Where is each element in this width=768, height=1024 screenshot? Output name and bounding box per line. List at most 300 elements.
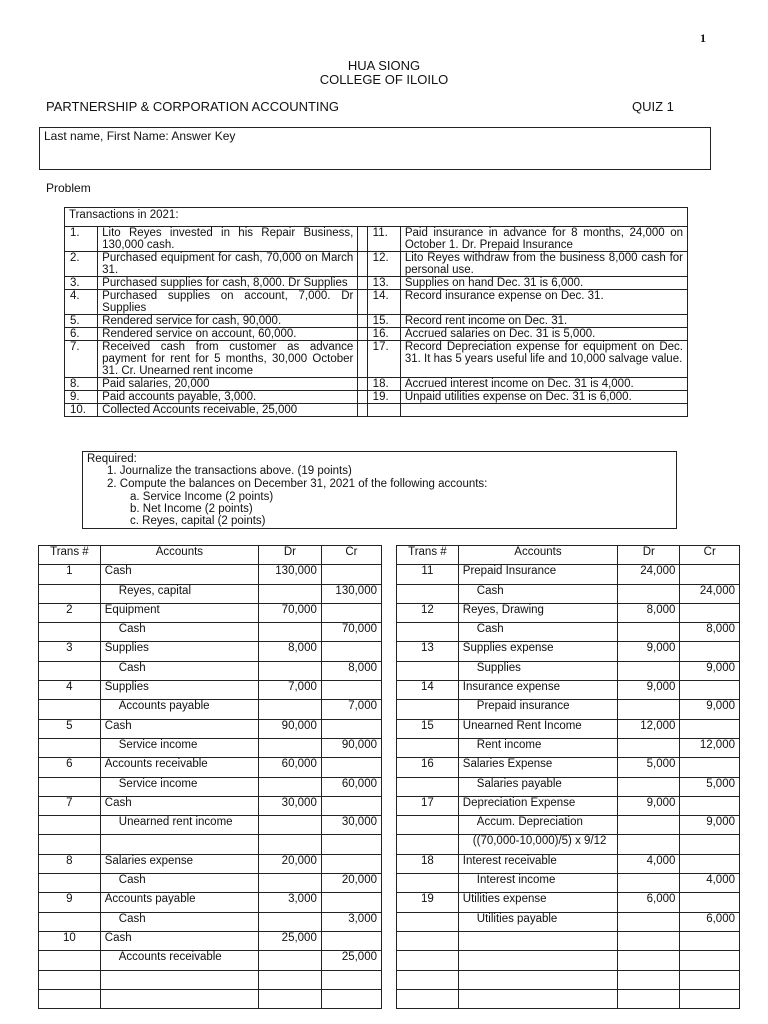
spacer-cell: [358, 328, 367, 341]
journal-debit: [618, 816, 680, 835]
journal-debit: 3,000: [259, 893, 322, 912]
journal-credit: [680, 931, 740, 950]
journal-credit: [680, 642, 740, 661]
transaction-row: [65, 252, 688, 277]
journal-credit: [680, 854, 740, 873]
journal-row: [39, 931, 382, 950]
journal-credit: 8,000: [680, 623, 740, 642]
journal-debit: [259, 951, 322, 970]
journal-debit: 12,000: [618, 719, 680, 738]
transaction-row: [65, 315, 688, 328]
journal-account: [100, 835, 258, 854]
journal-account: ((70,000-10,000)/5) x 9/12: [458, 835, 617, 854]
journal-credit: [321, 970, 381, 989]
journal-row: [397, 584, 740, 603]
journal-account: Interest income: [458, 874, 617, 893]
journal-credit: [680, 719, 740, 738]
journal-credit: 130,000: [321, 584, 381, 603]
journal-account: Supplies: [100, 642, 258, 661]
journal-row: [397, 623, 740, 642]
journal-trans-number: [39, 970, 101, 989]
journal-account: Utilities payable: [458, 912, 617, 931]
transaction-row: [65, 227, 688, 252]
journal-trans-number: 3: [39, 642, 101, 661]
transaction-text: Received cash from customer as advance payment for rent for 5 months, 30,000 October 31. Cr. Unearned rent income: [98, 341, 358, 378]
transaction-row: [65, 328, 688, 341]
journal-debit: [259, 661, 322, 680]
transaction-text: Lito Reyes withdraw from the business 8,000 cash for personal use.: [400, 252, 687, 277]
journal-row: [39, 700, 382, 719]
journal-row: [39, 874, 382, 893]
journal-trans-number: 6: [39, 758, 101, 777]
journal-trans-number: [397, 700, 459, 719]
journal-trans-number: [39, 700, 101, 719]
journal-debit: 5,000: [618, 758, 680, 777]
journal-trans-number: 15: [397, 719, 459, 738]
journal-trans-number: [397, 931, 459, 950]
journal-header-row: [39, 546, 382, 565]
journal-row: [397, 912, 740, 931]
journal-trans-number: [39, 835, 101, 854]
journal-credit: [680, 565, 740, 584]
journal-account: [100, 989, 258, 1008]
transaction-number: 12.: [367, 252, 400, 277]
journal-debit: [259, 989, 322, 1008]
journal-row: [397, 681, 740, 700]
spacer-cell: [358, 315, 367, 328]
journal-row: [397, 738, 740, 757]
journal-credit: 4,000: [680, 874, 740, 893]
journal-table-right: [396, 545, 740, 1009]
transaction-row: [65, 341, 688, 378]
transaction-row: [65, 290, 688, 315]
journal-credit: [321, 893, 381, 912]
journal-debit: 6,000: [618, 893, 680, 912]
journal-row: [397, 719, 740, 738]
transactions-title: Transactions in 2021:: [65, 208, 688, 227]
journal-row: [39, 584, 382, 603]
journal-credit: [680, 681, 740, 700]
journal-credit: [680, 758, 740, 777]
journal-account: Cash: [458, 584, 617, 603]
journal-row: [397, 777, 740, 796]
journal-account: Cash: [100, 623, 258, 642]
journal-account: Accounts receivable: [100, 758, 258, 777]
journal-row: [39, 854, 382, 873]
journal-trans-number: [39, 584, 101, 603]
transaction-number: 19.: [367, 391, 400, 404]
transaction-row: [65, 404, 688, 417]
journal-debit: [618, 738, 680, 757]
transaction-text: Purchased supplies on account, 7,000. Dr Supplies: [98, 290, 358, 315]
journal-credit: 30,000: [321, 816, 381, 835]
journal-row: [397, 758, 740, 777]
journal-trans-number: [397, 584, 459, 603]
journal-account: Cash: [100, 796, 258, 815]
transaction-text: Rendered service for cash, 90,000.: [98, 315, 358, 328]
school-name: HUA SIONG: [347, 58, 421, 73]
journal-debit: 30,000: [259, 796, 322, 815]
journal-row: [39, 970, 382, 989]
journal-trans-number: 2: [39, 603, 101, 622]
journal-trans-number: [39, 989, 101, 1008]
journal-credit: [680, 951, 740, 970]
journal-debit: [618, 777, 680, 796]
journal-account: Cash: [100, 931, 258, 950]
journal-credit: [680, 835, 740, 854]
journal-credit: [680, 989, 740, 1008]
journal-trans-number: [39, 623, 101, 642]
required-item-1: 1. Journalize the transactions above. (19 points): [107, 465, 352, 477]
journal-trans-number: 8: [39, 854, 101, 873]
journal-row: [397, 931, 740, 950]
journal-debit: [259, 835, 322, 854]
transaction-text: Rendered service on account, 60,000.: [98, 328, 358, 341]
journal-row: [397, 603, 740, 622]
transaction-text: Supplies on hand Dec. 31 is 6,000.: [400, 277, 687, 290]
journal-account: Cash: [100, 874, 258, 893]
journal-debit: 25,000: [259, 931, 322, 950]
journal-debit: [618, 623, 680, 642]
journal-trans-number: [397, 816, 459, 835]
journal-trans-number: [397, 989, 459, 1008]
journal-account: Depreciation Expense: [458, 796, 617, 815]
journal-debit: [618, 970, 680, 989]
transaction-text: [400, 404, 687, 417]
journal-credit: 20,000: [321, 874, 381, 893]
journal-credit: [321, 642, 381, 661]
journal-row: [39, 893, 382, 912]
journal-row: [39, 796, 382, 815]
journal-row: [39, 623, 382, 642]
journal-account: Accounts payable: [100, 700, 258, 719]
header-dr: Dr: [618, 546, 680, 565]
journal-row: [397, 874, 740, 893]
journal-row: [39, 738, 382, 757]
journal-credit: [321, 796, 381, 815]
journal-row: [39, 835, 382, 854]
journal-trans-number: [397, 874, 459, 893]
journal-credit: [321, 931, 381, 950]
journal-credit: 12,000: [680, 738, 740, 757]
journal-credit: 9,000: [680, 700, 740, 719]
journal-debit: [618, 661, 680, 680]
spacer-cell: [358, 341, 367, 378]
spacer-cell: [358, 277, 367, 290]
journal-trans-number: [39, 661, 101, 680]
journal-credit: 60,000: [321, 777, 381, 796]
journal-debit: [259, 970, 322, 989]
journal-debit: 8,000: [618, 603, 680, 622]
journal-account: Supplies expense: [458, 642, 617, 661]
journal-credit: 3,000: [321, 912, 381, 931]
journal-account: [458, 970, 617, 989]
journal-row: [397, 835, 740, 854]
spacer-cell: [358, 252, 367, 277]
journal-account: Utilities expense: [458, 893, 617, 912]
journal-credit: [321, 989, 381, 1008]
spacer-cell: [358, 404, 367, 417]
journal-row: [39, 719, 382, 738]
journal-account: Service income: [100, 738, 258, 757]
journal-trans-number: [397, 661, 459, 680]
header-accounts: Accounts: [458, 546, 617, 565]
journal-credit: 9,000: [680, 816, 740, 835]
journal-account: Cash: [100, 565, 258, 584]
journal-account: [458, 989, 617, 1008]
journal-row: [397, 893, 740, 912]
journal-trans-number: 18: [397, 854, 459, 873]
journal-debit: [259, 816, 322, 835]
journal-account: [458, 931, 617, 950]
journal-account: Prepaid Insurance: [458, 565, 617, 584]
journal-account: Accum. Depreciation: [458, 816, 617, 835]
journal-credit: [680, 893, 740, 912]
journal-debit: [259, 874, 322, 893]
journal-debit: 9,000: [618, 642, 680, 661]
journal-row: [397, 700, 740, 719]
journal-debit: [618, 931, 680, 950]
required-item-2: 2. Compute the balances on December 31, 2021 of the following accounts:: [107, 478, 488, 490]
journal-debit: [259, 584, 322, 603]
journal-debit: [618, 912, 680, 931]
journal-credit: [321, 681, 381, 700]
transaction-text: Purchased equipment for cash, 70,000 on March 31.: [98, 252, 358, 277]
journal-credit: [321, 854, 381, 873]
journal-credit: 7,000: [321, 700, 381, 719]
page-number: 1: [700, 31, 706, 45]
journal-header-row: [397, 546, 740, 565]
journal-trans-number: [397, 951, 459, 970]
transaction-number: 9.: [65, 391, 98, 404]
required-sub-a: a. Service Income (2 points): [130, 491, 274, 503]
journal-credit: [680, 796, 740, 815]
journal-trans-number: 9: [39, 893, 101, 912]
transaction-number: 1.: [65, 227, 98, 252]
transaction-text: Record rent income on Dec. 31.: [400, 315, 687, 328]
journal-table-left: [38, 545, 382, 1009]
header-cr: Cr: [321, 546, 381, 565]
journal-row: [397, 970, 740, 989]
required-box: [82, 451, 677, 529]
spacer-cell: [358, 378, 367, 391]
journal-trans-number: [39, 816, 101, 835]
problem-label: Problem: [46, 181, 91, 195]
transaction-text: Paid salaries, 20,000: [98, 378, 358, 391]
transaction-number: 4.: [65, 290, 98, 315]
journal-credit: [680, 970, 740, 989]
journal-account: Salaries payable: [458, 777, 617, 796]
journal-account: Cash: [458, 623, 617, 642]
transaction-number: 5.: [65, 315, 98, 328]
journal-credit: 5,000: [680, 777, 740, 796]
journal-account: Salaries Expense: [458, 758, 617, 777]
journal-trans-number: [397, 835, 459, 854]
header-accounts: Accounts: [100, 546, 258, 565]
journal-account: Cash: [100, 912, 258, 931]
journal-trans-number: 5: [39, 719, 101, 738]
journal-debit: [259, 912, 322, 931]
journal-debit: 24,000: [618, 565, 680, 584]
transaction-number: 16.: [367, 328, 400, 341]
journal-row: [397, 661, 740, 680]
journal-credit: 6,000: [680, 912, 740, 931]
journal-account: Accounts receivable: [100, 951, 258, 970]
journal-credit: [321, 758, 381, 777]
transaction-text: Record Depreciation expense for equipment on Dec. 31. It has 5 years useful life and 10,000 salvage value.: [400, 341, 687, 378]
transaction-text: Purchased supplies for cash, 8,000. Dr Supplies: [98, 277, 358, 290]
transaction-number: 15.: [367, 315, 400, 328]
journal-trans-number: [397, 912, 459, 931]
journal-debit: [259, 738, 322, 757]
journal-trans-number: 19: [397, 893, 459, 912]
journal-trans-number: [39, 874, 101, 893]
journal-trans-number: [397, 777, 459, 796]
journal-account: Unearned rent income: [100, 816, 258, 835]
journal-trans-number: 7: [39, 796, 101, 815]
journal-debit: 9,000: [618, 796, 680, 815]
journal-debit: [618, 584, 680, 603]
journal-trans-number: 11: [397, 565, 459, 584]
journal-trans-number: 16: [397, 758, 459, 777]
journal-account: Cash: [100, 719, 258, 738]
journal-account: Unearned Rent Income: [458, 719, 617, 738]
journal-debit: [259, 700, 322, 719]
journal-row: [397, 951, 740, 970]
journal-debit: [259, 777, 322, 796]
journal-row: [397, 796, 740, 815]
journal-account: Accounts payable: [100, 893, 258, 912]
journal-account: [100, 970, 258, 989]
journal-debit: 60,000: [259, 758, 322, 777]
journal-trans-number: [39, 777, 101, 796]
journal-credit: [680, 603, 740, 622]
transaction-number: [367, 404, 400, 417]
journal-credit: 9,000: [680, 661, 740, 680]
required-sub-c: c. Reyes, capital (2 points): [130, 515, 266, 527]
journal-account: Rent income: [458, 738, 617, 757]
journal-trans-number: [39, 738, 101, 757]
journal-account: Interest receivable: [458, 854, 617, 873]
journal-debit: 7,000: [259, 681, 322, 700]
journal-row: [39, 661, 382, 680]
journal-credit: [321, 719, 381, 738]
header-trans: Trans #: [39, 546, 101, 565]
transaction-row: [65, 391, 688, 404]
journal-debit: [259, 623, 322, 642]
transaction-text: Paid accounts payable, 3,000.: [98, 391, 358, 404]
required-sub-b: b. Net Income (2 points): [130, 503, 253, 515]
journal-debit: 90,000: [259, 719, 322, 738]
journal-trans-number: [39, 912, 101, 931]
transaction-text: Accrued salaries on Dec. 31 is 5,000.: [400, 328, 687, 341]
journal-credit: [321, 565, 381, 584]
journal-account: Supplies: [100, 681, 258, 700]
journal-trans-number: 17: [397, 796, 459, 815]
journal-row: [397, 989, 740, 1008]
transaction-text: Lito Reyes invested in his Repair Business, 130,000 cash.: [98, 227, 358, 252]
journal-row: [397, 854, 740, 873]
required-title: Required:: [87, 453, 137, 465]
journal-debit: [618, 951, 680, 970]
name-box: [39, 127, 711, 170]
transaction-text: Accrued interest income on Dec. 31 is 4,000.: [400, 378, 687, 391]
journal-row: [397, 816, 740, 835]
journal-debit: 4,000: [618, 854, 680, 873]
journal-debit: 9,000: [618, 681, 680, 700]
course-title: PARTNERSHIP & CORPORATION ACCOUNTING: [46, 99, 340, 114]
journal-row: [39, 603, 382, 622]
journal-debit: [618, 989, 680, 1008]
journal-credit: 70,000: [321, 623, 381, 642]
transaction-number: 18.: [367, 378, 400, 391]
journal-debit: 20,000: [259, 854, 322, 873]
journal-trans-number: [39, 951, 101, 970]
journal-credit: 8,000: [321, 661, 381, 680]
journal-trans-number: [397, 623, 459, 642]
transaction-number: 11.: [367, 227, 400, 252]
transaction-number: 6.: [65, 328, 98, 341]
header-trans: Trans #: [397, 546, 459, 565]
journal-account: Equipment: [100, 603, 258, 622]
journal-account: [458, 951, 617, 970]
journal-debit: [618, 700, 680, 719]
journal-row: [39, 681, 382, 700]
transactions-table: [64, 207, 688, 417]
transaction-text: Collected Accounts receivable, 25,000: [98, 404, 358, 417]
journal-row: [39, 912, 382, 931]
journal-row: [397, 642, 740, 661]
transaction-number: 10.: [65, 404, 98, 417]
journal-account: Reyes, Drawing: [458, 603, 617, 622]
spacer-cell: [358, 290, 367, 315]
journal-row: [39, 565, 382, 584]
transaction-number: 3.: [65, 277, 98, 290]
journal-row: [39, 951, 382, 970]
transaction-text: Paid insurance in advance for 8 months, 24,000 on October 1. Dr. Prepaid Insurance: [400, 227, 687, 252]
transaction-number: 13.: [367, 277, 400, 290]
journal-account: Service income: [100, 777, 258, 796]
journal-trans-number: 10: [39, 931, 101, 950]
name-label: Last name, First Name: Answer Key: [44, 129, 236, 143]
transaction-row: [65, 378, 688, 391]
journal-credit: 90,000: [321, 738, 381, 757]
spacer-cell: [358, 391, 367, 404]
transaction-number: 14.: [367, 290, 400, 315]
spacer-cell: [358, 227, 367, 252]
college-name: COLLEGE OF ILOILO: [319, 72, 449, 87]
journal-row: [39, 816, 382, 835]
journal-row: [39, 989, 382, 1008]
journal-row: [39, 758, 382, 777]
journal-credit: [321, 603, 381, 622]
header-dr: Dr: [259, 546, 322, 565]
journal-account: Reyes, capital: [100, 584, 258, 603]
journal-row: [39, 642, 382, 661]
journal-trans-number: 12: [397, 603, 459, 622]
transaction-text: Unpaid utilities expense on Dec. 31 is 6,000.: [400, 391, 687, 404]
journal-trans-number: 13: [397, 642, 459, 661]
journal-trans-number: 14: [397, 681, 459, 700]
quiz-label: QUIZ 1: [632, 99, 674, 114]
journal-account: Supplies: [458, 661, 617, 680]
journal-trans-number: 1: [39, 565, 101, 584]
journal-row: [39, 777, 382, 796]
journal-account: Insurance expense: [458, 681, 617, 700]
journal-account: Cash: [100, 661, 258, 680]
journal-debit: 70,000: [259, 603, 322, 622]
journal-trans-number: [397, 738, 459, 757]
